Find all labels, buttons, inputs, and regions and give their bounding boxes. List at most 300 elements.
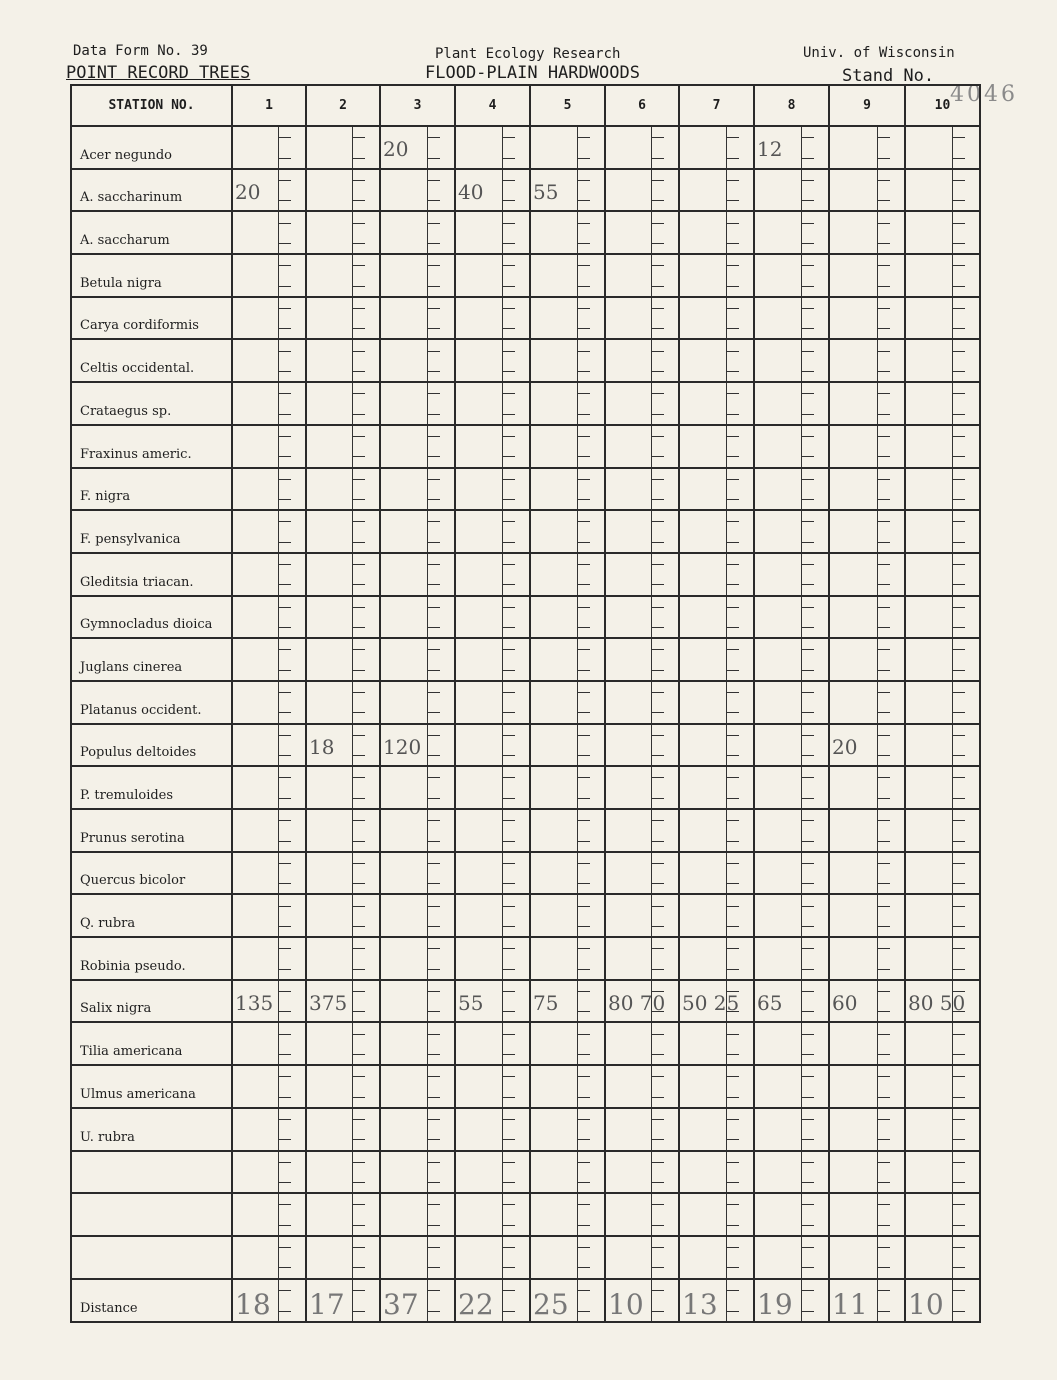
station-cell[interactable] — [380, 126, 455, 169]
station-cell[interactable] — [754, 339, 829, 382]
station-cell[interactable] — [380, 468, 455, 511]
station-cell[interactable] — [754, 724, 829, 767]
station-cell[interactable] — [232, 724, 306, 767]
station-cell[interactable] — [455, 937, 530, 980]
station-cell[interactable] — [455, 1236, 530, 1279]
station-cell[interactable] — [306, 809, 380, 852]
station-cell[interactable] — [679, 724, 754, 767]
species-label: Populus deltoides — [71, 724, 232, 767]
station-cell[interactable] — [530, 211, 605, 254]
station-cell[interactable] — [829, 681, 905, 724]
station-cell[interactable] — [605, 1236, 679, 1279]
station-cell[interactable] — [605, 852, 679, 895]
station-header-row — [71, 85, 980, 126]
station-cell[interactable] — [754, 211, 829, 254]
station-cell[interactable] — [679, 1193, 754, 1236]
station-cell[interactable] — [605, 1108, 679, 1151]
station-cell[interactable] — [232, 510, 306, 553]
station-cell[interactable] — [905, 894, 980, 937]
station-cell[interactable] — [232, 211, 306, 254]
station-cell[interactable] — [380, 1236, 455, 1279]
station-cell[interactable] — [232, 596, 306, 639]
station-cell[interactable] — [380, 852, 455, 895]
station-cell[interactable] — [679, 468, 754, 511]
station-cell[interactable] — [306, 382, 380, 425]
station-cell[interactable] — [232, 809, 306, 852]
station-cell[interactable] — [679, 638, 754, 681]
station-cell[interactable] — [232, 339, 306, 382]
station-cell[interactable] — [232, 894, 306, 937]
station-cell[interactable] — [829, 724, 905, 767]
station-cell[interactable] — [905, 766, 980, 809]
station-cell[interactable] — [530, 1279, 605, 1322]
station-cell[interactable] — [306, 596, 380, 639]
station-cell[interactable] — [829, 980, 905, 1023]
station-cell[interactable] — [679, 766, 754, 809]
station-cell[interactable] — [754, 468, 829, 511]
station-cell[interactable] — [380, 211, 455, 254]
station-cell[interactable] — [605, 937, 679, 980]
station-cell[interactable] — [455, 809, 530, 852]
station-cell[interactable] — [905, 937, 980, 980]
station-cell[interactable] — [679, 169, 754, 212]
station-cell[interactable] — [679, 211, 754, 254]
station-cell[interactable] — [530, 382, 605, 425]
station-cell[interactable] — [530, 339, 605, 382]
station-cell[interactable] — [829, 638, 905, 681]
station-cell[interactable] — [605, 809, 679, 852]
station-cell[interactable] — [232, 638, 306, 681]
species-row — [71, 980, 980, 1023]
station-cell[interactable] — [232, 1108, 306, 1151]
station-cell[interactable] — [905, 297, 980, 340]
station-cell[interactable] — [829, 937, 905, 980]
station-cell[interactable] — [232, 169, 306, 212]
station-cell[interactable] — [679, 339, 754, 382]
station-cell[interactable] — [306, 852, 380, 895]
station-cell[interactable] — [679, 254, 754, 297]
station-cell[interactable] — [605, 254, 679, 297]
station-cell[interactable] — [380, 339, 455, 382]
station-number-header: STATION NO. — [71, 85, 232, 126]
station-cell[interactable] — [232, 980, 306, 1023]
station-cell[interactable] — [455, 766, 530, 809]
handwritten-value: 80 50 — [908, 990, 966, 1015]
station-cell[interactable] — [306, 553, 380, 596]
station-cell[interactable] — [455, 468, 530, 511]
station-cell[interactable] — [530, 596, 605, 639]
station-cell[interactable] — [905, 254, 980, 297]
station-cell[interactable] — [905, 126, 980, 169]
station-cell[interactable] — [455, 126, 530, 169]
station-cell[interactable] — [754, 382, 829, 425]
station-cell[interactable] — [829, 211, 905, 254]
station-cell[interactable] — [754, 638, 829, 681]
station-cell[interactable] — [530, 297, 605, 340]
station-cell[interactable] — [306, 254, 380, 297]
station-cell[interactable] — [905, 1279, 980, 1322]
station-cell[interactable] — [232, 681, 306, 724]
station-cell[interactable] — [754, 766, 829, 809]
station-cell[interactable] — [905, 638, 980, 681]
station-cell[interactable] — [232, 937, 306, 980]
handwritten-value: 10 — [908, 1287, 944, 1321]
station-cell[interactable] — [829, 425, 905, 468]
station-cell[interactable] — [679, 980, 754, 1023]
station-cell[interactable] — [679, 894, 754, 937]
station-cell[interactable] — [530, 1151, 605, 1194]
station-cell[interactable] — [455, 681, 530, 724]
handwritten-value: 37 — [383, 1287, 419, 1321]
station-cell[interactable] — [905, 1236, 980, 1279]
station-cell[interactable] — [455, 1108, 530, 1151]
station-cell[interactable] — [905, 1151, 980, 1194]
station-cell[interactable] — [380, 681, 455, 724]
station-cell[interactable] — [905, 809, 980, 852]
station-cell[interactable] — [605, 211, 679, 254]
station-cell[interactable] — [455, 980, 530, 1023]
station-cell[interactable] — [905, 1108, 980, 1151]
station-cell[interactable] — [605, 980, 679, 1023]
station-cell[interactable] — [530, 1236, 605, 1279]
station-cell[interactable] — [232, 254, 306, 297]
station-cell[interactable] — [679, 425, 754, 468]
station-cell[interactable] — [380, 425, 455, 468]
station-cell[interactable] — [530, 169, 605, 212]
station-cell[interactable] — [306, 638, 380, 681]
station-cell[interactable] — [306, 894, 380, 937]
handwritten-value: 65 — [757, 990, 783, 1015]
station-cell[interactable] — [232, 126, 306, 169]
station-cell[interactable] — [306, 1279, 380, 1322]
station-cell[interactable] — [605, 1151, 679, 1194]
station-cell[interactable] — [306, 937, 380, 980]
station-cell[interactable] — [679, 510, 754, 553]
station-cell[interactable] — [380, 1193, 455, 1236]
station-cell[interactable] — [455, 638, 530, 681]
station-cell[interactable] — [829, 1108, 905, 1151]
station-cell[interactable] — [605, 1193, 679, 1236]
station-cell[interactable] — [306, 1236, 380, 1279]
station-cell[interactable] — [530, 1022, 605, 1065]
station-cell[interactable] — [530, 809, 605, 852]
station-cell[interactable] — [754, 681, 829, 724]
station-cell[interactable] — [829, 1193, 905, 1236]
station-cell[interactable] — [455, 1193, 530, 1236]
station-cell[interactable] — [754, 126, 829, 169]
station-cell[interactable] — [605, 297, 679, 340]
station-cell[interactable] — [829, 468, 905, 511]
station-cell[interactable] — [232, 1193, 306, 1236]
handwritten-value: 135 — [235, 990, 274, 1015]
species-label: Gleditsia triacan. — [71, 553, 232, 596]
station-cell[interactable] — [829, 254, 905, 297]
station-cell[interactable] — [905, 1193, 980, 1236]
station-cell[interactable] — [455, 1279, 530, 1322]
station-cell[interactable] — [455, 1151, 530, 1194]
station-cell[interactable] — [306, 211, 380, 254]
station-cell[interactable] — [530, 468, 605, 511]
station-cell[interactable] — [605, 681, 679, 724]
station-cell[interactable] — [380, 894, 455, 937]
station-cell[interactable] — [380, 766, 455, 809]
station-cell[interactable] — [829, 1151, 905, 1194]
station-cell[interactable] — [455, 553, 530, 596]
station-cell[interactable] — [905, 980, 980, 1023]
station-cell[interactable] — [455, 254, 530, 297]
station-cell[interactable] — [455, 211, 530, 254]
station-cell[interactable] — [306, 766, 380, 809]
station-cell[interactable] — [679, 126, 754, 169]
station-cell[interactable] — [530, 937, 605, 980]
station-cell[interactable] — [679, 596, 754, 639]
station-cell[interactable] — [605, 468, 679, 511]
station-cell[interactable] — [829, 510, 905, 553]
station-cell[interactable] — [306, 169, 380, 212]
station-cell[interactable] — [605, 169, 679, 212]
station-cell[interactable] — [605, 382, 679, 425]
station-cell[interactable] — [306, 1193, 380, 1236]
station-cell[interactable] — [232, 297, 306, 340]
station-cell[interactable] — [605, 510, 679, 553]
station-cell[interactable] — [829, 596, 905, 639]
station-cell[interactable] — [905, 1022, 980, 1065]
station-cell[interactable] — [679, 297, 754, 340]
station-cell[interactable] — [605, 766, 679, 809]
station-cell[interactable] — [679, 1236, 754, 1279]
station-cell[interactable] — [380, 254, 455, 297]
station-cell[interactable] — [530, 724, 605, 767]
station-cell[interactable] — [306, 339, 380, 382]
station-header-2: 2 — [306, 85, 380, 126]
station-cell[interactable] — [530, 553, 605, 596]
station-cell[interactable] — [455, 1022, 530, 1065]
station-cell[interactable] — [605, 1065, 679, 1108]
station-cell[interactable] — [455, 894, 530, 937]
station-cell[interactable] — [905, 169, 980, 212]
station-cell[interactable] — [754, 254, 829, 297]
station-cell[interactable] — [754, 1151, 829, 1194]
station-cell[interactable] — [829, 126, 905, 169]
station-cell[interactable] — [754, 1236, 829, 1279]
species-row — [71, 681, 980, 724]
station-cell[interactable] — [754, 894, 829, 937]
station-cell[interactable] — [380, 1151, 455, 1194]
station-cell[interactable] — [306, 980, 380, 1023]
station-cell[interactable] — [306, 1108, 380, 1151]
station-cell[interactable] — [380, 596, 455, 639]
station-cell[interactable] — [905, 596, 980, 639]
station-cell[interactable] — [380, 638, 455, 681]
station-cell[interactable] — [754, 169, 829, 212]
station-cell[interactable] — [754, 1065, 829, 1108]
station-cell[interactable] — [679, 809, 754, 852]
station-cell[interactable] — [232, 852, 306, 895]
station-cell[interactable] — [829, 1022, 905, 1065]
station-cell[interactable] — [905, 1065, 980, 1108]
station-cell[interactable] — [905, 468, 980, 511]
station-cell[interactable] — [905, 852, 980, 895]
station-cell[interactable] — [829, 339, 905, 382]
station-cell[interactable] — [380, 1022, 455, 1065]
station-cell[interactable] — [306, 425, 380, 468]
station-cell[interactable] — [754, 1279, 829, 1322]
station-cell[interactable] — [829, 382, 905, 425]
handwritten-value: 40 — [458, 179, 484, 204]
handwritten-value: 55 — [533, 179, 559, 204]
station-cell[interactable] — [232, 1022, 306, 1065]
station-cell[interactable] — [380, 1065, 455, 1108]
station-cell[interactable] — [754, 980, 829, 1023]
station-cell[interactable] — [380, 1279, 455, 1322]
station-cell[interactable] — [829, 1279, 905, 1322]
station-cell[interactable] — [380, 297, 455, 340]
station-cell[interactable] — [905, 510, 980, 553]
species-row — [71, 766, 980, 809]
station-cell[interactable] — [829, 1236, 905, 1279]
station-cell[interactable] — [530, 126, 605, 169]
species-label: A. saccharum — [71, 211, 232, 254]
station-cell[interactable] — [232, 553, 306, 596]
station-cell[interactable] — [829, 169, 905, 212]
station-cell[interactable] — [605, 724, 679, 767]
station-cell[interactable] — [754, 553, 829, 596]
station-cell[interactable] — [605, 425, 679, 468]
station-cell[interactable] — [455, 852, 530, 895]
station-cell[interactable] — [905, 425, 980, 468]
station-cell[interactable] — [605, 1279, 679, 1322]
station-cell[interactable] — [232, 1236, 306, 1279]
station-cell[interactable] — [829, 894, 905, 937]
station-cell[interactable] — [679, 553, 754, 596]
station-cell[interactable] — [306, 681, 380, 724]
station-cell[interactable] — [232, 766, 306, 809]
station-cell[interactable] — [679, 1279, 754, 1322]
station-cell[interactable] — [455, 510, 530, 553]
station-cell[interactable] — [306, 126, 380, 169]
station-cell[interactable] — [306, 1065, 380, 1108]
station-cell[interactable] — [380, 937, 455, 980]
station-cell[interactable] — [232, 425, 306, 468]
station-cell[interactable] — [605, 596, 679, 639]
station-cell[interactable] — [905, 553, 980, 596]
species-row — [71, 1065, 980, 1108]
station-cell[interactable] — [754, 1108, 829, 1151]
station-cell[interactable] — [905, 211, 980, 254]
station-cell[interactable] — [455, 425, 530, 468]
station-header-3: 3 — [380, 85, 455, 126]
station-cell[interactable] — [306, 1022, 380, 1065]
station-cell[interactable] — [829, 297, 905, 340]
station-cell[interactable] — [905, 382, 980, 425]
station-cell[interactable] — [754, 596, 829, 639]
station-cell[interactable] — [455, 297, 530, 340]
station-cell[interactable] — [679, 1065, 754, 1108]
station-cell[interactable] — [530, 681, 605, 724]
station-cell[interactable] — [605, 339, 679, 382]
station-cell[interactable] — [530, 1193, 605, 1236]
station-cell[interactable] — [380, 510, 455, 553]
station-cell[interactable] — [380, 809, 455, 852]
station-cell[interactable] — [754, 809, 829, 852]
station-cell[interactable] — [679, 937, 754, 980]
station-cell[interactable] — [530, 425, 605, 468]
station-cell[interactable] — [905, 339, 980, 382]
station-cell[interactable] — [829, 1065, 905, 1108]
station-cell[interactable] — [679, 1022, 754, 1065]
station-cell[interactable] — [829, 766, 905, 809]
station-cell[interactable] — [829, 809, 905, 852]
station-cell[interactable] — [232, 1065, 306, 1108]
station-cell[interactable] — [380, 980, 455, 1023]
station-cell[interactable] — [679, 1108, 754, 1151]
station-cell[interactable] — [306, 297, 380, 340]
station-cell[interactable] — [455, 339, 530, 382]
station-cell[interactable] — [455, 596, 530, 639]
station-cell[interactable] — [754, 510, 829, 553]
station-cell[interactable] — [679, 382, 754, 425]
station-cell[interactable] — [754, 937, 829, 980]
station-cell[interactable] — [530, 510, 605, 553]
station-cell[interactable] — [380, 724, 455, 767]
station-cell[interactable] — [232, 1279, 306, 1322]
station-cell[interactable] — [754, 297, 829, 340]
station-cell[interactable] — [530, 1065, 605, 1108]
station-cell[interactable] — [380, 553, 455, 596]
station-cell[interactable] — [306, 510, 380, 553]
station-cell[interactable] — [754, 852, 829, 895]
station-cell[interactable] — [455, 1065, 530, 1108]
station-cell[interactable] — [605, 553, 679, 596]
station-cell[interactable] — [605, 126, 679, 169]
station-cell[interactable] — [754, 1022, 829, 1065]
station-cell[interactable] — [605, 894, 679, 937]
station-cell[interactable] — [905, 681, 980, 724]
station-cell[interactable] — [232, 468, 306, 511]
station-cell[interactable] — [530, 766, 605, 809]
station-cell[interactable] — [530, 894, 605, 937]
station-cell[interactable] — [679, 681, 754, 724]
station-cell[interactable] — [754, 1193, 829, 1236]
station-cell[interactable] — [306, 724, 380, 767]
station-cell[interactable] — [829, 553, 905, 596]
station-cell[interactable] — [455, 724, 530, 767]
station-cell[interactable] — [455, 382, 530, 425]
station-cell[interactable] — [754, 425, 829, 468]
station-cell[interactable] — [679, 852, 754, 895]
species-row — [71, 638, 980, 681]
station-cell[interactable] — [905, 724, 980, 767]
station-cell[interactable] — [605, 1022, 679, 1065]
station-cell[interactable] — [455, 169, 530, 212]
station-cell[interactable] — [232, 382, 306, 425]
station-cell[interactable] — [530, 254, 605, 297]
station-cell[interactable] — [530, 1108, 605, 1151]
handwritten-value: 60 — [832, 990, 858, 1015]
station-cell[interactable] — [829, 852, 905, 895]
station-cell[interactable] — [380, 382, 455, 425]
station-cell[interactable] — [679, 1151, 754, 1194]
station-cell[interactable] — [380, 1108, 455, 1151]
station-cell[interactable] — [232, 1151, 306, 1194]
station-cell[interactable] — [530, 638, 605, 681]
station-cell[interactable] — [306, 468, 380, 511]
station-cell[interactable] — [306, 1151, 380, 1194]
station-cell[interactable] — [605, 638, 679, 681]
station-cell[interactable] — [380, 169, 455, 212]
station-cell[interactable] — [530, 980, 605, 1023]
station-cell[interactable] — [530, 852, 605, 895]
